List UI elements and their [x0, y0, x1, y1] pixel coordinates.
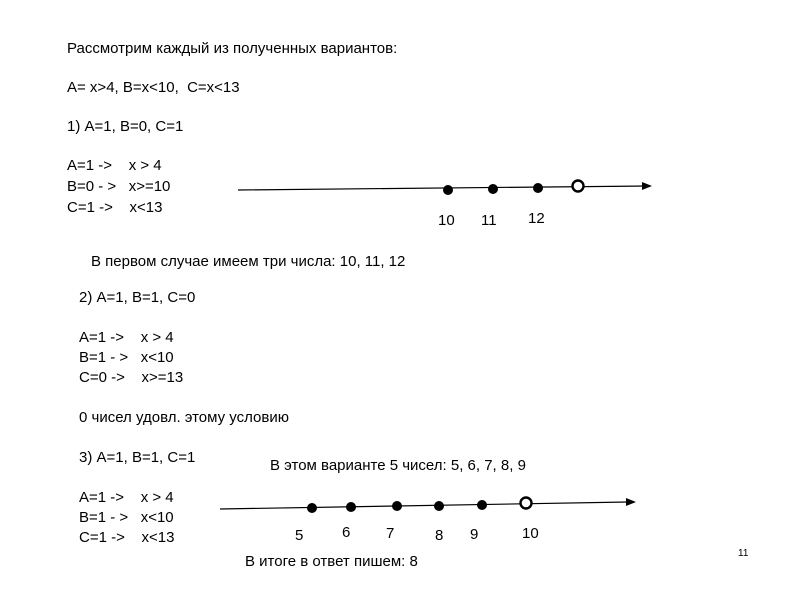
axis-line-2	[220, 502, 628, 509]
page-title: Рассмотрим каждый из полученных вариантов:	[67, 40, 398, 57]
open-point-10	[521, 498, 532, 509]
number-line-1	[238, 181, 652, 196]
case3-heading: 3) А=1, В=1, С=1	[79, 449, 196, 466]
label-5: 5	[295, 527, 304, 544]
point-10	[443, 185, 453, 195]
case1-line-c: С=1 -> х<13	[67, 199, 163, 216]
label-8: 8	[435, 527, 444, 544]
label-9: 9	[470, 526, 479, 543]
label-10b: 10	[522, 525, 539, 542]
point-9	[477, 500, 487, 510]
case3-line-c: С=1 -> х<13	[79, 529, 175, 546]
label-11: 11	[481, 212, 497, 229]
axis-arrow-1	[642, 182, 652, 190]
case2-heading: 2) А=1, В=1, С=0	[79, 289, 196, 306]
case2-line-c: С=0 -> х>=13	[79, 369, 184, 386]
point-8	[434, 501, 444, 511]
case1-line-b: В=0 - > х>=10	[67, 178, 171, 195]
number-line-2	[220, 498, 636, 514]
label-10: 10	[438, 212, 455, 229]
label-6: 6	[342, 524, 351, 541]
label-7: 7	[386, 525, 395, 542]
final-answer: В итоге в ответ пишем: 8	[245, 553, 418, 570]
axis-arrow-2	[626, 498, 636, 506]
point-6	[346, 502, 356, 512]
case2-line-b: В=1 - > х<10	[79, 349, 174, 366]
case3-conclusion: В этом варианте 5 чисел: 5, 6, 7, 8, 9	[270, 457, 526, 474]
case3-line-a: А=1 -> х > 4	[79, 489, 174, 506]
definitions-line: А= х>4, В=х<10, С=х<13	[67, 79, 240, 96]
case3-line-b: В=1 - > х<10	[79, 509, 174, 526]
label-12: 12	[528, 210, 545, 227]
case1-conclusion: В первом случае имеем три числа: 10, 11, 12	[91, 253, 406, 270]
point-5	[307, 503, 317, 513]
point-11	[488, 184, 498, 194]
open-point-13	[573, 181, 584, 192]
case1-heading: 1) А=1, В=0, С=1	[67, 118, 184, 135]
point-12	[533, 183, 543, 193]
point-7	[392, 501, 402, 511]
case2-line-a: А=1 -> х > 4	[79, 329, 174, 346]
case2-conclusion: 0 чисел удовл. этому условию	[79, 409, 289, 426]
page-number: 11	[738, 548, 749, 559]
case1-line-a: А=1 -> х > 4	[67, 157, 162, 174]
